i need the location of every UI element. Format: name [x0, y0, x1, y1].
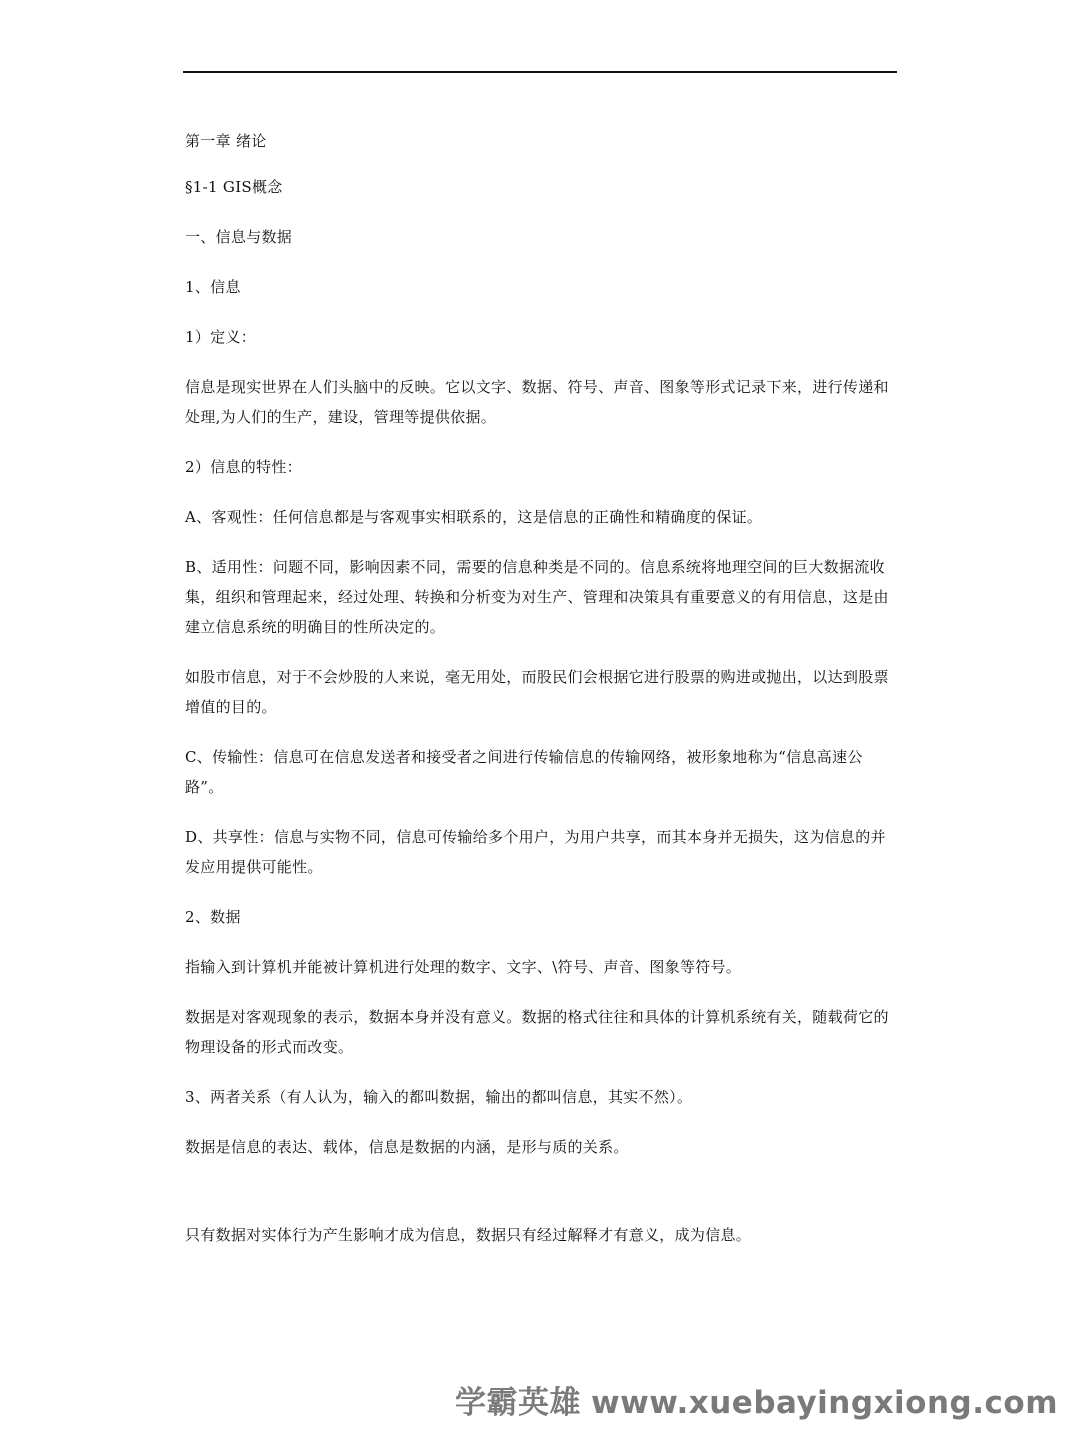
paragraph-applicability: B、适用性：问题不同，影响因素不同，需要的信息种类是不同的。信息系统将地理空间的巨大数据流收集，组织和管理起来，经过处理、转换和分析变为对生产、管理和决策具有重要意义的有用信息，这是由建立信息系统的明确目的性所决定的。	[185, 558, 889, 636]
paragraph-definition: 信息是现实世界在人们头脑中的反映。它以文字、数据、符号、声音、图象等形式记录下来，进行传递和处理,为人们的生产，建设，管理等提供依据。	[185, 378, 889, 426]
heading-data: 2、数据	[185, 908, 241, 926]
heading-relationship: 3、两者关系（有人认为，输入的都叫数据，输出的都叫信息，其实不然）。	[185, 1088, 693, 1106]
paragraph-data-definition: 指输入到计算机并能被计算机进行处理的数字、文字、\符号、声音、图象等符号。	[185, 958, 742, 976]
heading-characteristics: 2）信息的特性：	[185, 458, 302, 476]
heading-definition: 1）定义：	[185, 328, 257, 346]
heading-information: 1、信息	[185, 278, 241, 296]
paragraph-sharing: D、共享性：信息与实物不同，信息可传输给多个用户，为用户共享，而其本身并无损失，这为信息的并发应用提供可能性。	[185, 828, 886, 876]
heading-info-and-data: 一、信息与数据	[185, 228, 293, 246]
chapter-title: 第一章 绪论	[185, 132, 267, 150]
watermark-url: www.xuebayingxiong.com	[591, 1385, 1058, 1421]
paragraph-objectivity: A、客观性：任何信息都是与客观事实相联系的，这是信息的正确性和精确度的保证。	[185, 508, 763, 526]
header-rule	[183, 71, 897, 73]
paragraph-data-representation: 数据是对客观现象的表示，数据本身并没有意义。数据的格式往往和具体的计算机系统有关，随载荷它的物理设备的形式而改变。	[185, 1008, 889, 1056]
paragraph-relationship: 数据是信息的表达、载体，信息是数据的内涵，是形与质的关系。	[185, 1138, 629, 1156]
watermark-cn: 学霸英雄	[455, 1385, 582, 1421]
document-body	[185, 126, 897, 1250]
watermark	[455, 1377, 1058, 1422]
section-title: §1-1 GIS概念	[185, 178, 283, 196]
paragraph-stock-example: 如股市信息，对于不会炒股的人来说，毫无用处，而股民们会根据它进行股票的购进或抛出，以达到股票增值的目的。	[185, 668, 889, 716]
paragraph-conclusion: 只有数据对实体行为产生影响才成为信息，数据只有经过解释才有意义，成为信息。	[185, 1226, 752, 1244]
paragraph-transmissibility: C、传输性：信息可在信息发送者和接受者之间进行传输信息的传输网络，被形象地称为“信息高速公路”。	[185, 748, 863, 796]
